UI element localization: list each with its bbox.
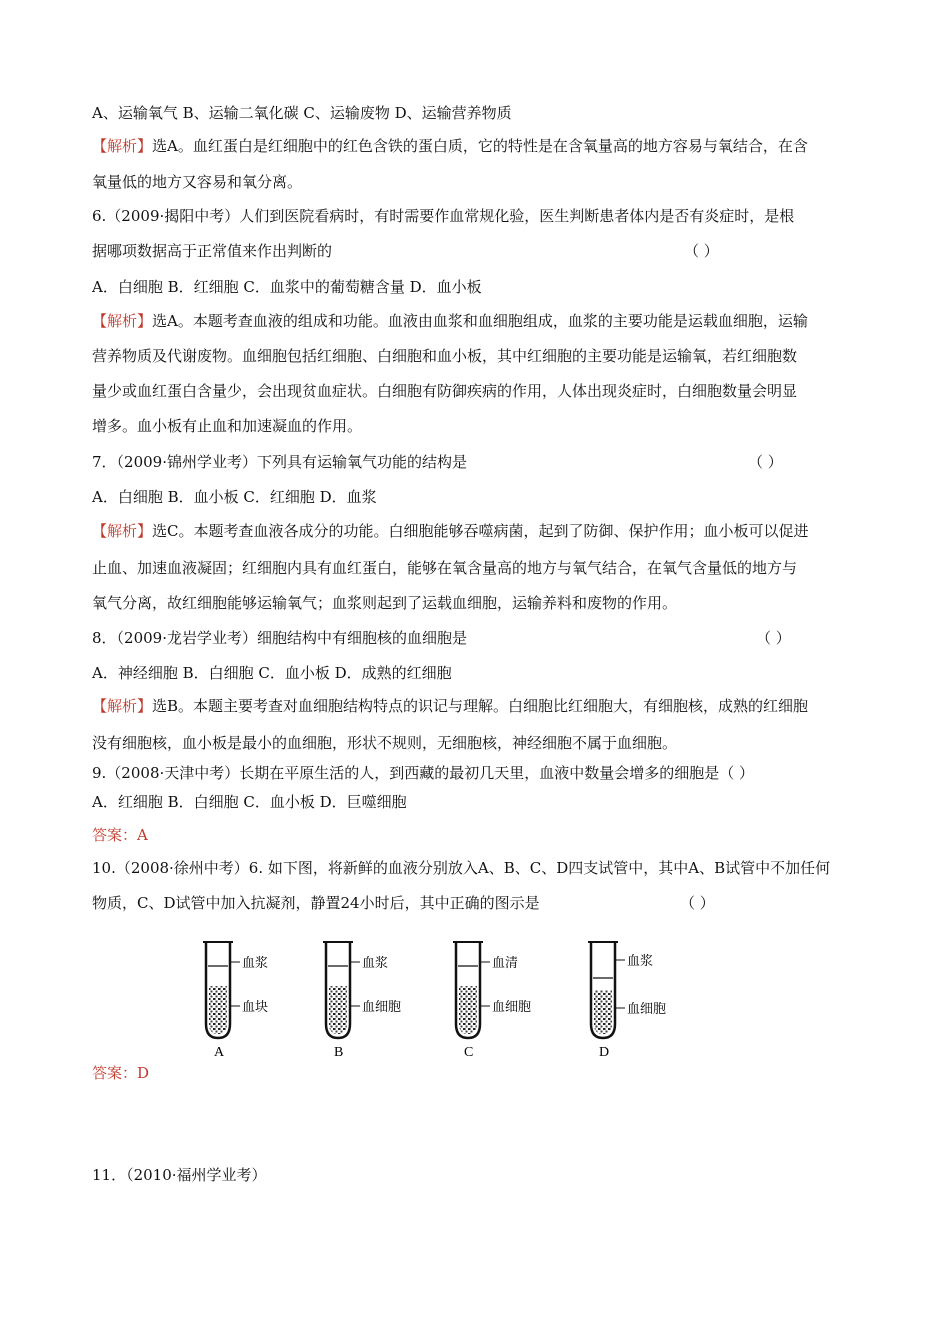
q6-explanation-4: 增多。血小板有止血和加速凝血的作用。 bbox=[92, 417, 363, 435]
test-tube-figure bbox=[198, 938, 688, 1062]
tube-a-top-label: 血浆 bbox=[242, 956, 269, 971]
tube-c-top-label: 血清 bbox=[492, 956, 519, 971]
tube-a bbox=[203, 942, 268, 1060]
tube-b-bottom-label: 血细胞 bbox=[362, 1000, 402, 1015]
q5-explanation-1: 【解析】选A。血红蛋白是红细胞中的红色含铁的蛋白质，它的特性是在含氧量高的地方容易与氧结合，在含 bbox=[92, 137, 808, 155]
q7-options: A．白细胞 B．血小板 C．红细胞 D．血浆 bbox=[92, 488, 377, 506]
q7-explanation-1: 【解析】选C。本题考查血液各成分的功能。白细胞能够吞噬病菌，起到了防御、保护作用；血小板可以促进 bbox=[92, 522, 809, 540]
q7-answer-blank: （ ） bbox=[748, 453, 783, 471]
q7-explanation-3: 氧气分离，故红细胞能够运输氧气；血浆则起到了运载血细胞，运输养料和废物的作用。 bbox=[92, 594, 678, 612]
q6-explanation-1: 【解析】选A。本题考查血液的组成和功能。血液由血浆和血细胞组成，血浆的主要功能是运载血细胞，运输 bbox=[92, 312, 808, 330]
q6-explanation-3: 量少或血红蛋白含量少，会出现贫血症状。白细胞有防御疾病的作用，人体出现炎症时，白细胞数量会明显 bbox=[92, 382, 798, 400]
q10-stem-1: 10.（2008·徐州中考）6. 如下图，将新鲜的血液分别放入A、B、C、D四支试管中，其中A、B试管中不加任何 bbox=[92, 859, 831, 877]
q6-explanation-2: 营养物质及代谢废物。血细胞包括红细胞、白细胞和血小板，其中红细胞的主要功能是运输氧，若红细胞数 bbox=[92, 347, 798, 365]
q11-stem: 11．（2010·福州学业考） bbox=[92, 1166, 267, 1184]
q6-stem-1: 6.（2009·揭阳中考）人们到医院看病时，有时需要作血常规化验，医生判断患者体内是否有炎症时，是根 bbox=[92, 207, 795, 225]
explanation-tag: 【解析】 bbox=[92, 522, 153, 540]
tube-b-top-label: 血浆 bbox=[362, 956, 389, 971]
q8-options: A．神经细胞 B．白细胞 C．血小板 D．成熟的红细胞 bbox=[92, 664, 452, 682]
tube-c-bottom-label: 血细胞 bbox=[492, 1000, 532, 1015]
q7-explanation-2: 止血、加速血液凝固；红细胞内具有血红蛋白，能够在氧含量高的地方与氧气结合，在氧气含量低的地方与 bbox=[92, 559, 798, 577]
q9-options: A．红细胞 B．白细胞 C．血小板 D．巨噬细胞 bbox=[92, 793, 407, 811]
explanation-tag: 【解析】 bbox=[92, 312, 153, 330]
tube-d-bottom-label: 血细胞 bbox=[627, 1002, 667, 1017]
tube-d-caption: D bbox=[599, 1045, 610, 1060]
tube-d bbox=[588, 942, 666, 1060]
q10-stem-2: 物质，C、D试管中加入抗凝剂，静置24小时后，其中正确的图示是 bbox=[92, 894, 540, 912]
tube-c-caption: C bbox=[464, 1045, 474, 1060]
q8-stem: 8．（2009·龙岩学业考）细胞结构中有细胞核的血细胞是 bbox=[92, 629, 467, 647]
explanation-tag: 【解析】 bbox=[92, 137, 153, 155]
q6-stem-2: 据哪项数据高于正常值来作出判断的 bbox=[92, 242, 333, 260]
q8-explanation-1: 【解析】选B。本题主要考查对血细胞结构特点的识记与理解。白细胞比红细胞大，有细胞核，成熟的红细胞 bbox=[92, 697, 809, 715]
q10-answer-blank: （ ） bbox=[680, 894, 715, 912]
tube-a-caption: A bbox=[214, 1045, 225, 1060]
q7-stem: 7．（2009·锦州学业考）下列具有运输氧气功能的结构是 bbox=[92, 453, 467, 471]
q9-stem: 9.（2008·天津中考）长期在平原生活的人，到西藏的最初几天里，血液中数量会增多的细胞是（ ） bbox=[92, 764, 755, 782]
q8-explanation-2: 没有细胞核，血小板是最小的血细胞，形状不规则，无细胞核，神经细胞不属于血细胞。 bbox=[92, 734, 678, 752]
tube-b-caption: B bbox=[334, 1045, 344, 1060]
q5-options: A、运输氧气 B、运输二氧化碳 C、运输废物 D、运输营养物质 bbox=[92, 104, 512, 122]
q5-explanation-2: 氧量低的地方又容易和氧分离。 bbox=[92, 173, 303, 191]
tube-d-top-label: 血浆 bbox=[627, 954, 654, 969]
q9-answer: 答案：A bbox=[92, 826, 148, 844]
q10-answer: 答案：D bbox=[92, 1064, 150, 1082]
tube-b bbox=[323, 942, 401, 1060]
tube-c bbox=[453, 942, 531, 1060]
q8-answer-blank: （ ） bbox=[756, 629, 791, 647]
q6-options: A．白细胞 B．红细胞 C．血浆中的葡萄糖含量 D．血小板 bbox=[92, 278, 482, 296]
q6-answer-blank: （ ） bbox=[684, 242, 719, 260]
tube-a-bottom-label: 血块 bbox=[242, 1000, 269, 1015]
explanation-tag: 【解析】 bbox=[92, 697, 153, 715]
